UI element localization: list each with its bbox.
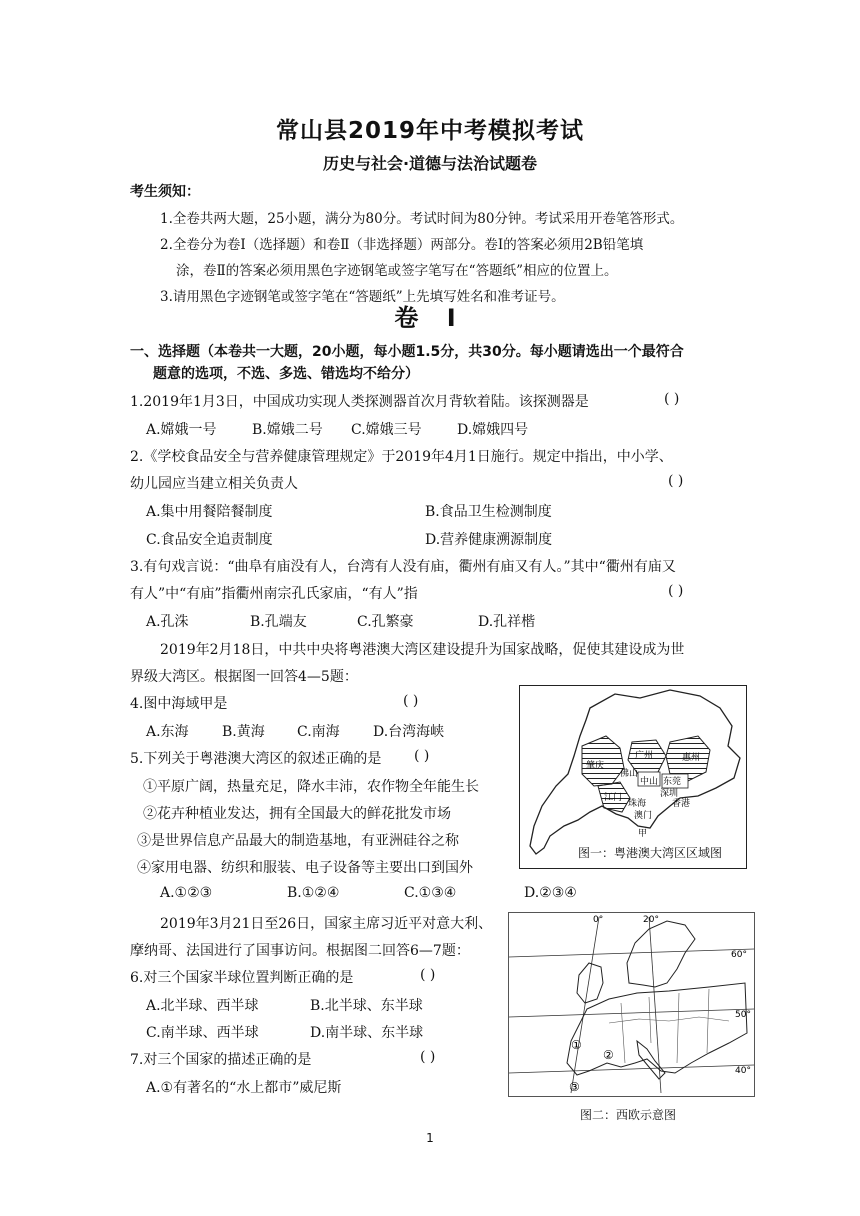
western-europe-map [509,913,754,1096]
sea-label: 甲 [638,829,648,839]
figure-1-map [519,685,747,869]
figure-2-map [508,912,755,1097]
section-heading-cont: 题意的选项，不选、多选、错选均不给分） [153,366,419,382]
option: D.台湾海峡 [373,724,445,740]
lat-label: 60° [731,950,747,960]
city-label: 深圳 [660,789,679,799]
option: B.食品卫生检测制度 [425,504,552,520]
notice-item: 3.请用黑色字迹钢笔或签字笔在“答题纸”上先填写姓名和准考证号。 [160,289,565,305]
answer-paren: ( ) [420,1049,436,1065]
question-stem: 1.2019年1月3日，中国成功实现人类探测器首次月背软着陆。该探测器是 [130,394,589,410]
question-stem: 6.对三个国家半球位置判断正确的是 [130,970,354,986]
city-label: 惠州 [682,753,701,763]
bay-area-map [520,686,746,868]
answer-paren: ( ) [664,391,680,407]
option: A.孔洙 [146,614,189,630]
option: C.①③④ [404,885,457,901]
city-label: 香港 [672,799,691,809]
page-number: 1 [426,1131,434,1145]
lon-label: 0° [593,915,604,925]
notice-heading: 考生须知： [130,184,200,200]
option: A.①有著名的“水上都市”威尼斯 [146,1080,342,1096]
city-label: 中山 [640,777,659,787]
option: A.集中用餐陪餐制度 [146,504,273,520]
british-isles-outline [577,963,603,1003]
page-subtitle: 历史与社会·道德与法治试题卷 [322,154,538,173]
option: B.嫦娥二号 [252,422,323,438]
question-stem-cont: 幼儿园应当建立相关负责人 [130,476,298,492]
city-label: 澳门 [634,811,653,821]
option: B.孔端友 [250,614,307,630]
volume-label: 卷 Ⅰ [394,304,466,332]
option: D.南半球、东半球 [310,1025,424,1041]
statement-item: ④家用电器、纺织和服装、电子设备等主要出口到国外 [137,860,473,876]
option: D.②③④ [524,885,577,901]
option: B.①②④ [287,885,340,901]
city-label: 珠海 [628,799,647,809]
italy-outline [637,1041,665,1079]
answer-paren: ( ) [403,693,419,709]
option: A.东海 [146,724,189,740]
passage: 2019年2月18日，中共中央将粤港澳大湾区建设提升为国家战略，促使其建设成为世 [160,642,685,658]
option: C.食品安全追责制度 [146,532,273,548]
option: A.北半球、西半球 [146,998,259,1014]
country-marker: ③ [569,1080,580,1094]
page-title: 常山县2019年中考模拟考试 [275,118,584,144]
lon-label: 20° [643,915,659,925]
option: B.北半球、东半球 [310,998,423,1014]
scandinavia-outline [627,921,695,987]
lat-label: 50° [735,1010,751,1020]
option: C.南半球、西半球 [146,1025,259,1041]
notice-item: 2.全卷分为卷Ⅰ（选择题）和卷Ⅱ（非选择题）两部分。卷Ⅰ的答案必须用2B铅笔填 [160,237,644,253]
lat-label: 40° [735,1066,751,1076]
figure-2-caption: 图二：西欧示意图 [580,1108,677,1122]
answer-paren: ( ) [420,967,436,983]
option: C.嫦娥三号 [351,422,422,438]
statement-item: ②花卉种植业发达，拥有全国最大的鲜花批发市场 [143,806,451,822]
passage: 2019年3月21日至26日，国家主席习近平对意大利、 [160,916,493,932]
notice-item: 1.全卷共两大题，25小题，满分为80分。考试时间为80分钟。考试采用开卷笔答形式。 [160,211,684,227]
city-label: 肇庆 [586,761,605,771]
answer-paren: ( ) [668,583,684,599]
city-label: 广州 [635,751,654,761]
country-marker: ① [571,1038,582,1052]
option: A.嫦娥一号 [146,422,217,438]
country-marker: ② [603,1048,614,1062]
question-stem: 5.下列关于粤港澳大湾区的叙述正确的是 [130,751,382,767]
city-label: 佛山 [620,769,639,779]
option: D.嫦娥四号 [457,422,529,438]
question-stem-cont: 有人”中“有庙”指衢州南宗孔氏家庙，“有人”指 [130,586,418,602]
option: B.黄海 [222,724,265,740]
question-stem: 4.图中海域甲是 [130,696,228,712]
city-label: 东莞 [663,777,682,787]
section-heading: 一、选择题（本卷共一大题，20小题，每小题1.5分，共30分。每小题请选出一个最符合 [130,344,684,360]
option: A.①②③ [160,885,213,901]
city-label: 江门 [604,793,623,803]
option: C.孔繁豪 [357,614,414,630]
passage-cont: 界级大湾区。根据图一回答4—5题： [130,669,358,685]
figure-1-caption: 图一：粤港澳大湾区区域图 [578,846,723,860]
answer-paren: ( ) [668,473,684,489]
statement-item: ③是世界信息产品最大的制造基地，有亚洲硅谷之称 [137,833,459,849]
option: D.孔祥楷 [478,614,536,630]
passage-cont: 摩纳哥、法国进行了国事访问。根据图二回答6—7题： [130,943,470,959]
notice-item: 涂，卷Ⅱ的答案必须用黑色字迹钢笔或签字笔写在“答题纸”相应的位置上。 [176,263,618,279]
question-stem: 2.《学校食品安全与营养健康管理规定》于2019年4月1日施行。规定中指出，中小学、 [130,449,673,465]
statement-item: ①平原广阔，热量充足，降水丰沛，农作物全年能生长 [143,779,479,795]
answer-paren: ( ) [414,748,430,764]
question-stem: 3.有句戏言说：“曲阜有庙没有人，台湾有人没有庙，衢州有庙又有人。”其中“衢州有庙又 [130,559,676,575]
question-stem: 7.对三个国家的描述正确的是 [130,1052,312,1068]
option: D.营养健康溯源制度 [425,532,553,548]
option: C.南海 [297,724,340,740]
